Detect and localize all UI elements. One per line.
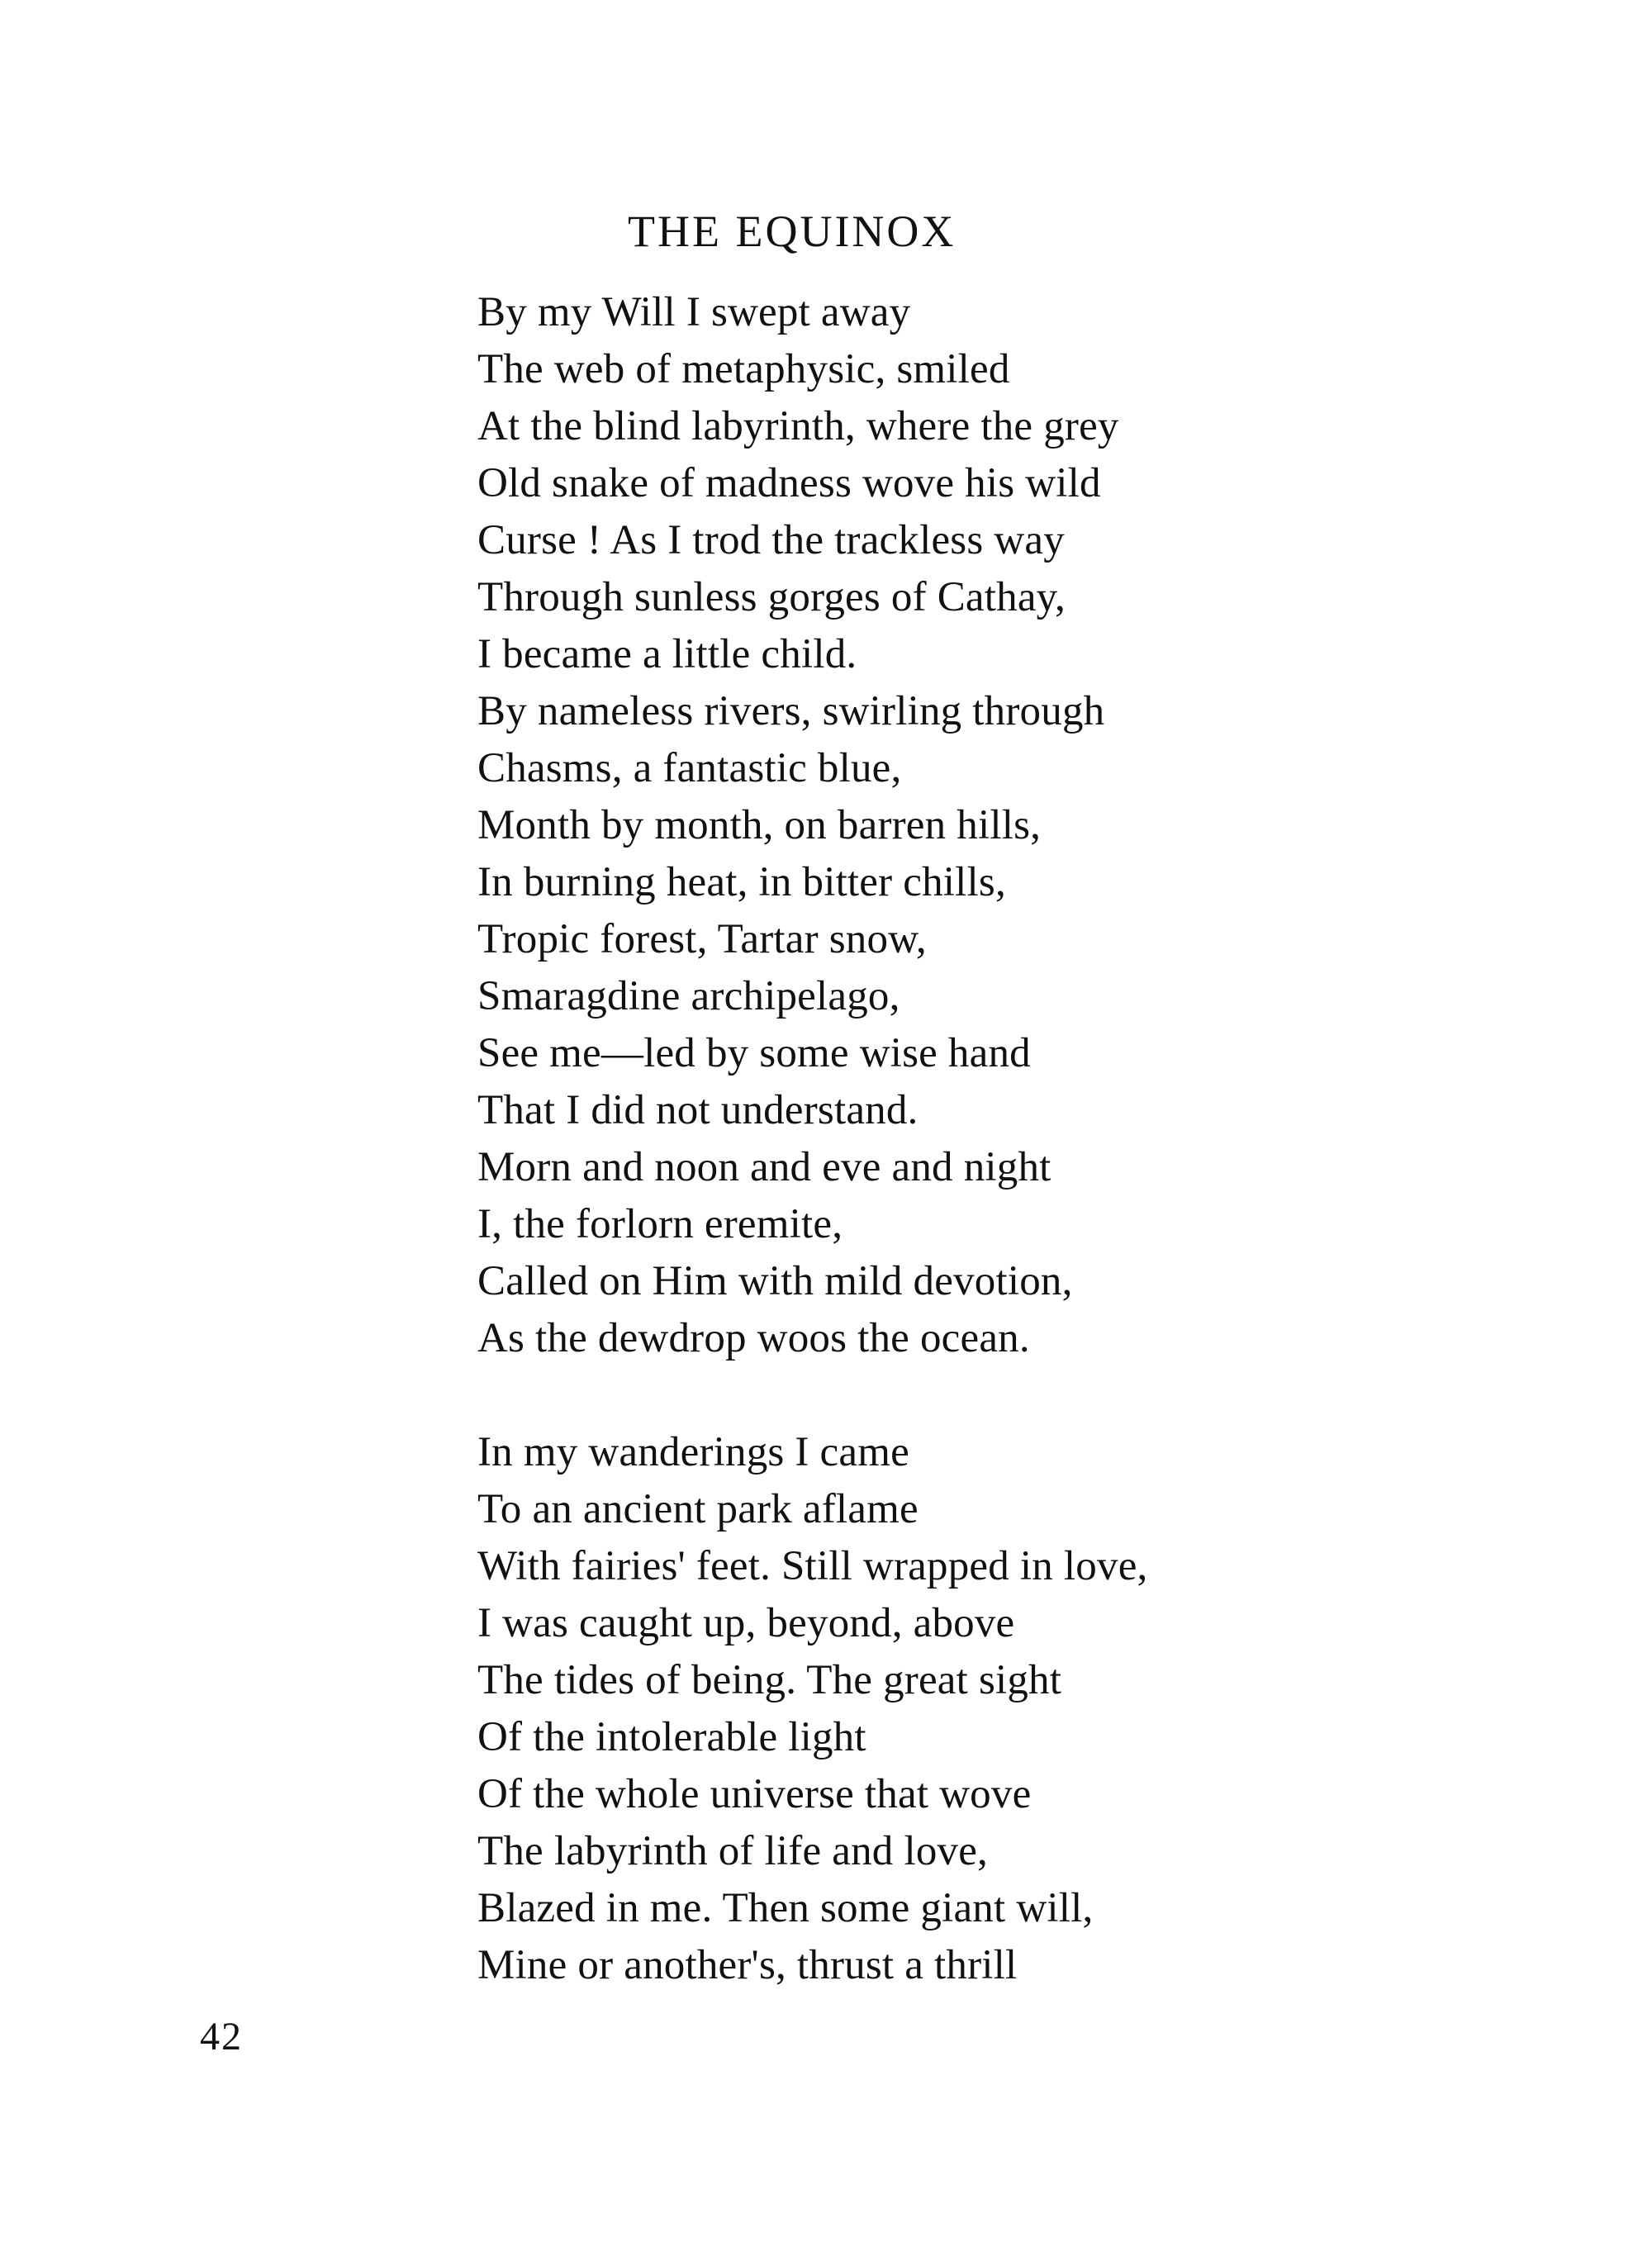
poem-line: I, the forlorn eremite, [477, 1201, 843, 1247]
poem-line: The tides of being. The great sight [477, 1657, 1062, 1703]
poem-line: Tropic forest, Tartar snow, [477, 916, 927, 962]
poem-line: Blazed in me. Then some giant will, [477, 1885, 1094, 1931]
poem-line: Through sunless gorges of Cathay, [477, 574, 1066, 620]
poem-line: That I did not understand. [477, 1087, 919, 1133]
poem-line: Called on Him with mild devotion, [477, 1258, 1073, 1304]
poem-line: As the dewdrop woos the ocean. [477, 1315, 1030, 1361]
poem-line: The web of metaphysic, smiled [477, 346, 1010, 392]
poem-body [477, 284, 1386, 1994]
poem-line: In burning heat, in bitter chills, [477, 859, 1006, 905]
poem-line: Smaragdine archipelago, [477, 973, 900, 1019]
poem-line: With fairies' feet. Still wrapped in love, [477, 1543, 1148, 1589]
running-title: THE EQUINOX [628, 207, 957, 256]
poem-line: Of the intolerable light [477, 1714, 866, 1760]
poem-line: I became a little child. [477, 631, 857, 677]
stanza-1 [477, 284, 1386, 1367]
poem-line: Month by month, on barren hills, [477, 802, 1042, 848]
poem-line: Mine or another's, thrust a thrill [477, 1942, 1018, 1988]
poem-line: At the blind labyrinth, where the grey [477, 403, 1119, 449]
stanza-2 [477, 1424, 1386, 1994]
poem-line: Morn and noon and eve and night [477, 1144, 1051, 1190]
poem-line: The labyrinth of life and love, [477, 1828, 989, 1874]
poem-line: By my Will I swept away [477, 289, 911, 335]
poem-line: By nameless rivers, swirling through [477, 688, 1105, 734]
poem-line: Of the whole universe that wove [477, 1771, 1032, 1817]
poem-line: See me—led by some wise hand [477, 1030, 1031, 1076]
poem-line: Old snake of madness wove his wild [477, 460, 1101, 506]
poem-line: To an ancient park aflame [477, 1486, 919, 1532]
poem-line: I was caught up, beyond, above [477, 1600, 1015, 1646]
poem-line: In my wanderings I came [477, 1429, 909, 1475]
page-number: 42 [200, 2015, 243, 2059]
poem-line: Curse ! As I trod the trackless way [477, 517, 1065, 563]
poem-line: Chasms, a fantastic blue, [477, 745, 902, 791]
